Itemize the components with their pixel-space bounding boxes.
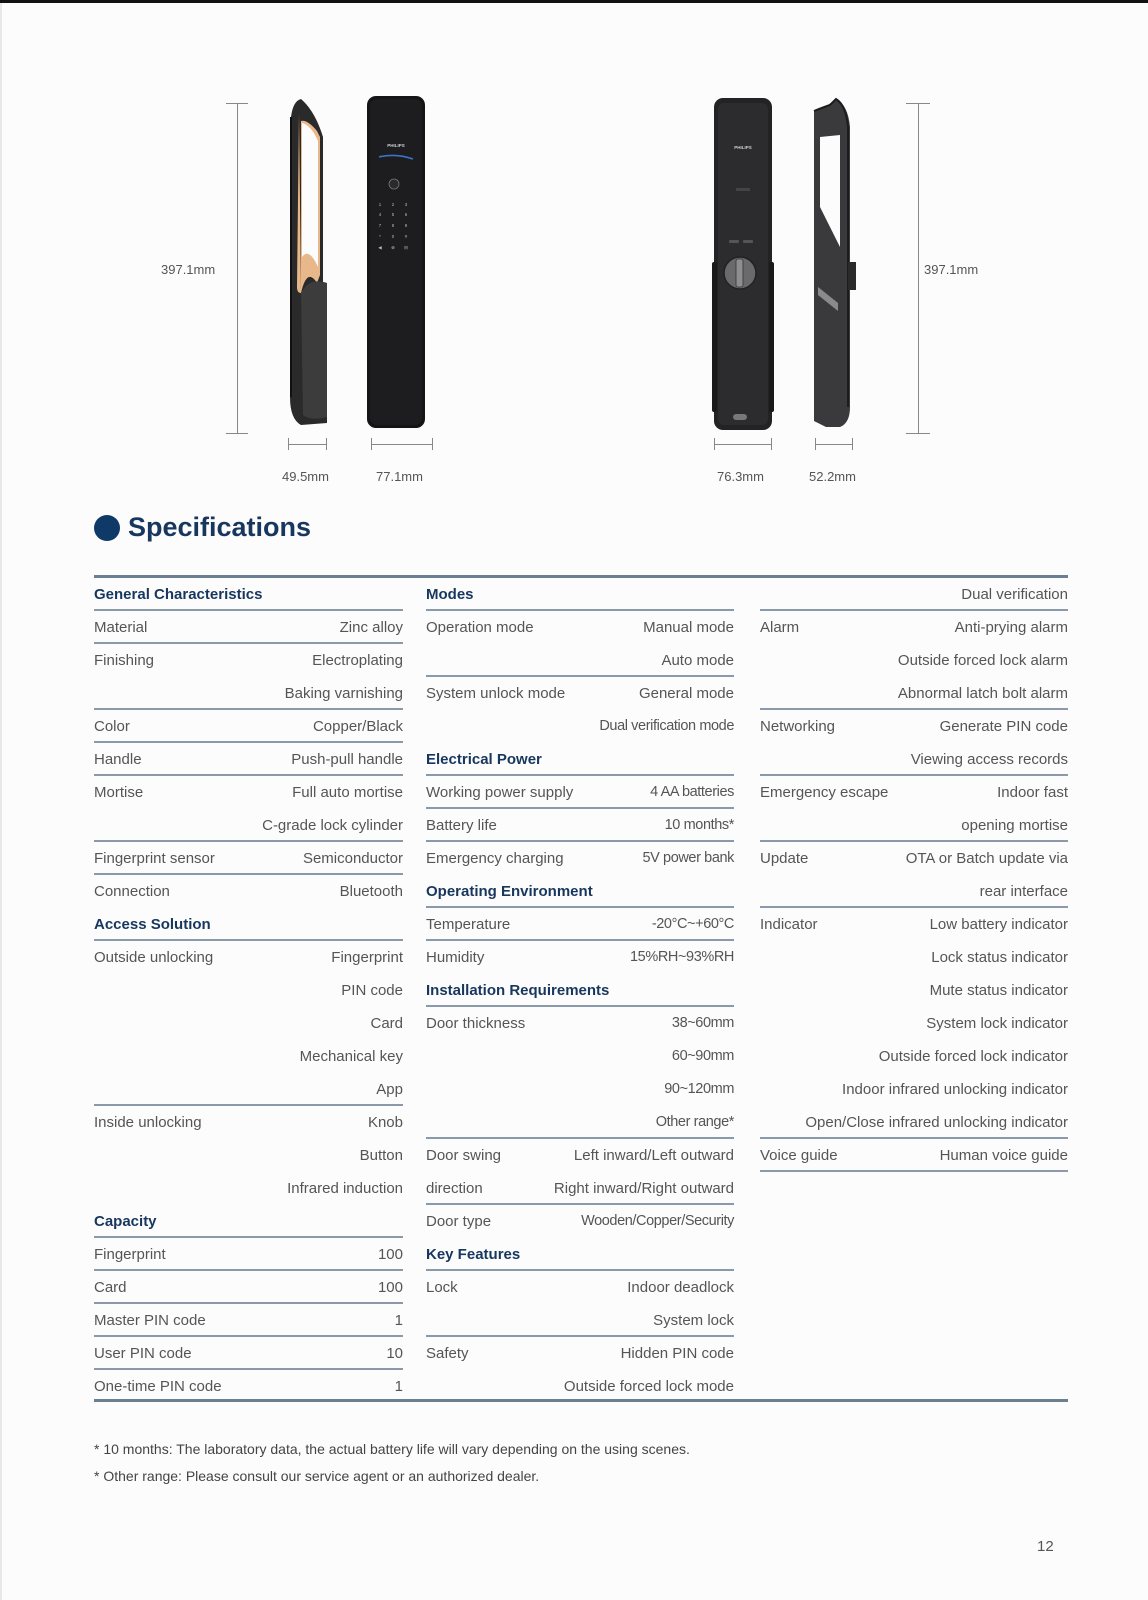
spec-label: Connection (94, 883, 170, 900)
spec-row (426, 710, 734, 743)
spec-value: Infrared induction (287, 1180, 403, 1197)
spec-row (94, 974, 403, 1007)
spec-label: Fingerprint sensor (94, 850, 215, 867)
section-header (426, 1238, 734, 1271)
spec-row (426, 1073, 734, 1106)
svg-text:9: 9 (404, 223, 408, 228)
table-bottom-rule (94, 1399, 1068, 1402)
spec-value: 15%RH~93%RH (630, 949, 734, 965)
svg-text:7: 7 (378, 223, 382, 228)
spec-value: Other range* (655, 1114, 734, 1130)
side-width-label-right: 52.2mm (809, 469, 856, 484)
spec-row (94, 1172, 403, 1205)
spec-label: Card (94, 1279, 127, 1296)
spec-label: Door swing (426, 1147, 502, 1164)
spec-row (94, 677, 403, 710)
spec-row (426, 776, 734, 809)
height-dimension-line-right (918, 103, 919, 434)
spec-row (760, 908, 1068, 941)
spec-label: Update (760, 850, 809, 867)
spec-row (426, 809, 734, 842)
spec-label: Indicator (760, 916, 818, 933)
spec-value: 10 months* (664, 817, 734, 833)
spec-value: Hidden PIN code (620, 1345, 734, 1362)
section-title: Installation Requirements (426, 982, 610, 999)
spec-value: Anti-prying alarm (954, 619, 1068, 636)
page-number: 12 (1037, 1538, 1054, 1555)
spec-value: Electroplating (312, 652, 403, 669)
footnote: * 10 months: The laboratory data, the actual battery life will vary depending on the using scenes. (94, 1441, 690, 1457)
spec-row (426, 677, 734, 710)
spec-value: Left inward/Left outward (573, 1147, 734, 1164)
svg-text:5: 5 (391, 212, 395, 217)
side-width-label-left: 49.5mm (282, 469, 329, 484)
spec-row (94, 644, 403, 677)
spec-label: Color (94, 718, 130, 735)
section-title: Key Features (426, 1246, 521, 1263)
brand-logo-back: PHILIPS (734, 145, 752, 150)
section-header (94, 1205, 403, 1238)
spec-value: Indoor infrared unlocking indicator (842, 1081, 1068, 1098)
spec-row (426, 1106, 734, 1139)
spec-value: General mode (638, 685, 734, 702)
spec-row (426, 842, 734, 875)
spec-label: Finishing (94, 652, 155, 669)
section-header (426, 875, 734, 908)
svg-text:◀: ◀ (378, 245, 382, 250)
spec-value: C-grade lock cylinder (262, 817, 403, 834)
section-header (426, 578, 734, 611)
spec-label: User PIN code (94, 1345, 192, 1362)
spec-row (426, 644, 734, 677)
svg-text:6: 6 (404, 212, 408, 217)
spec-value: Manual mode (643, 619, 734, 636)
height-dimension-cap (226, 433, 248, 434)
spec-value: Fingerprint (331, 949, 403, 966)
svg-text:2: 2 (391, 202, 395, 207)
spec-label: Inside unlocking (94, 1114, 202, 1131)
spec-value: Card (370, 1015, 403, 1032)
spec-row (94, 1238, 403, 1271)
height-label-right: 397.1mm (924, 262, 979, 277)
spec-label: One-time PIN code (94, 1378, 222, 1395)
bullet-dot-icon (94, 515, 120, 541)
spec-value: 10 (386, 1345, 403, 1362)
spec-value: Semiconductor (302, 850, 403, 867)
spec-row (426, 1139, 734, 1172)
spec-column-1 (94, 578, 403, 1403)
section-header (94, 908, 403, 941)
specifications-title: Specifications (128, 512, 312, 542)
spec-label: Alarm (760, 619, 800, 636)
section-header (94, 578, 403, 611)
spec-row (760, 710, 1068, 743)
spec-row (94, 743, 403, 776)
spec-row (426, 1205, 734, 1238)
spec-row (94, 776, 403, 809)
spec-row (760, 644, 1068, 677)
section-header (426, 743, 734, 776)
spec-value: 38~60mm (671, 1015, 734, 1031)
svg-text:*: * (379, 234, 381, 239)
spec-label: Working power supply (426, 784, 574, 801)
dimension-tick (852, 438, 853, 450)
spec-row (760, 776, 1068, 809)
brand-logo-front: PHILIPS (387, 143, 405, 148)
spec-value: 100 (377, 1246, 403, 1263)
spec-value: Button (359, 1147, 403, 1164)
left-edge (0, 3, 2, 1600)
spec-row (94, 611, 403, 644)
spec-label: Emergency escape (760, 784, 889, 801)
back-width-dimension-line (714, 444, 771, 445)
spec-value: 4 AA batteries (650, 784, 734, 800)
spec-label: Emergency charging (426, 850, 564, 867)
spec-value: 5V power bank (642, 850, 734, 866)
spec-label: direction (426, 1180, 483, 1197)
section-title: Modes (426, 586, 474, 603)
spec-label: Handle (94, 751, 142, 768)
spec-value: Auto mode (661, 652, 734, 669)
spec-row (94, 941, 403, 974)
spec-row (94, 1139, 403, 1172)
spec-value: Generate PIN code (939, 718, 1068, 735)
spec-value: Right inward/Right outward (553, 1180, 734, 1197)
spec-value: Viewing access records (910, 751, 1068, 768)
spec-row (760, 842, 1068, 875)
svg-text:1: 1 (378, 202, 382, 207)
spec-row (760, 1106, 1068, 1139)
dimension-tick (432, 438, 433, 450)
spec-label: Master PIN code (94, 1312, 206, 1329)
spec-value: 1 (394, 1378, 403, 1395)
spec-row (760, 809, 1068, 842)
spec-value: System lock (653, 1312, 734, 1329)
spec-row (94, 875, 403, 908)
section-title: General Characteristics (94, 586, 263, 603)
lock-front-view-illustration (365, 95, 429, 430)
spec-row (94, 1304, 403, 1337)
spec-row (426, 908, 734, 941)
spec-value: System lock indicator (926, 1015, 1068, 1032)
spec-value: PIN code (341, 982, 403, 999)
spec-row (94, 1271, 403, 1304)
spec-value: Outside forced lock alarm (897, 652, 1068, 669)
spec-label: Safety (426, 1345, 469, 1362)
spec-value: OTA or Batch update via (905, 850, 1068, 867)
spec-row (426, 1304, 734, 1337)
lock-back-view-illustration (712, 97, 776, 432)
spec-label: Door thickness (426, 1015, 526, 1032)
spec-value: rear interface (979, 883, 1068, 900)
spec-row (760, 677, 1068, 710)
height-label-left: 397.1mm (161, 262, 216, 277)
spec-row (760, 611, 1068, 644)
spec-label: Humidity (426, 949, 485, 966)
spec-row (94, 1337, 403, 1370)
spec-value: Copper/Black (312, 718, 403, 735)
spec-value: Push-pull handle (291, 751, 403, 768)
side-width-dimension-line (288, 444, 326, 445)
spec-row (426, 941, 734, 974)
front-width-label: 77.1mm (376, 469, 423, 484)
spec-row (426, 1040, 734, 1073)
section-title: Electrical Power (426, 751, 542, 768)
spec-row (94, 1073, 403, 1106)
spec-row (94, 1007, 403, 1040)
spec-row (760, 743, 1068, 776)
spec-value: Baking varnishing (284, 685, 403, 702)
specifications-heading (94, 512, 311, 543)
spec-value: Bluetooth (339, 883, 403, 900)
spec-row (426, 1271, 734, 1304)
spec-row (760, 974, 1068, 1007)
section-title: Capacity (94, 1213, 157, 1230)
height-dimension-cap (906, 103, 930, 104)
spec-row (94, 1040, 403, 1073)
spec-value: Abnormal latch bolt alarm (897, 685, 1068, 702)
svg-text:8: 8 (391, 223, 395, 228)
spec-row (94, 842, 403, 875)
spec-row (760, 578, 1068, 611)
svg-text:#: # (404, 234, 408, 239)
side-width-dimension-line (815, 444, 852, 445)
spec-value: Dual verification mode (599, 718, 734, 734)
spec-value: 1 (394, 1312, 403, 1329)
fingerprint-sensor-icon (389, 179, 399, 189)
spec-label: Temperature (426, 916, 511, 933)
svg-text:⊟: ⊟ (404, 245, 408, 250)
spec-value: Lock status indicator (931, 949, 1068, 966)
spec-value: Wooden/Copper/Security (581, 1213, 734, 1229)
spec-row (426, 1172, 734, 1205)
spec-value: Outside forced lock mode (563, 1378, 734, 1395)
back-width-label: 76.3mm (717, 469, 764, 484)
svg-text:4: 4 (378, 212, 382, 217)
svg-text:3: 3 (404, 202, 408, 207)
section-title: Access Solution (94, 916, 211, 933)
spec-row (760, 1139, 1068, 1172)
spec-value: Dual verification (961, 586, 1068, 603)
spec-label: Mortise (94, 784, 144, 801)
spec-value: Indoor fast (997, 784, 1068, 801)
spec-value: Mechanical key (299, 1048, 403, 1065)
spec-value: opening mortise (961, 817, 1068, 834)
spec-value: Low battery indicator (929, 916, 1068, 933)
spec-value: 100 (377, 1279, 403, 1296)
spec-label: Battery life (426, 817, 497, 834)
spec-value: -20°C~+60°C (651, 916, 734, 932)
spec-row (760, 875, 1068, 908)
svg-text:0: 0 (391, 234, 395, 239)
spec-value: Indoor deadlock (627, 1279, 734, 1296)
lock-side-view-front-illustration (287, 97, 332, 427)
section-header (426, 974, 734, 1007)
spec-value: Open/Close infrared unlocking indicator (805, 1114, 1068, 1131)
spec-row (760, 1073, 1068, 1106)
spec-value: Mute status indicator (929, 982, 1068, 999)
spec-row (760, 1040, 1068, 1073)
spec-row (760, 1007, 1068, 1040)
spec-column-3 (760, 578, 1068, 1172)
spec-label: Operation mode (426, 619, 534, 636)
spec-value: Human voice guide (939, 1147, 1068, 1164)
spec-value: 90~120mm (664, 1081, 734, 1097)
spec-row (426, 1337, 734, 1370)
spec-row (94, 809, 403, 842)
top-border (0, 0, 1148, 3)
height-dimension-cap (226, 103, 248, 104)
section-title: Operating Environment (426, 883, 593, 900)
spec-label: Networking (760, 718, 836, 735)
spec-row (426, 611, 734, 644)
spec-label: Lock (426, 1279, 458, 1296)
spec-value: Full auto mortise (292, 784, 403, 801)
height-dimension-line-left (237, 103, 238, 434)
lock-side-view-back-illustration (812, 97, 870, 429)
spec-column-2 (426, 578, 734, 1403)
spec-row (94, 710, 403, 743)
dimension-tick (771, 438, 772, 450)
spec-label: System unlock mode (426, 685, 566, 702)
spec-label: Outside unlocking (94, 949, 214, 966)
spec-label: Material (94, 619, 148, 636)
spec-row (760, 941, 1068, 974)
height-dimension-cap (906, 433, 930, 434)
footnote: * Other range: Please consult our service agent or an authorized dealer. (94, 1468, 540, 1484)
spec-value: App (376, 1081, 403, 1098)
footnotes (94, 1436, 690, 1490)
spec-row (94, 1106, 403, 1139)
spec-label: Fingerprint (94, 1246, 166, 1263)
spec-label: Voice guide (760, 1147, 838, 1164)
dimension-tick (326, 438, 327, 450)
spec-row (426, 1007, 734, 1040)
spec-value: Knob (367, 1114, 403, 1131)
front-width-dimension-line (371, 444, 432, 445)
spec-value: Outside forced lock indicator (878, 1048, 1068, 1065)
svg-text:⊕: ⊕ (391, 245, 395, 250)
spec-value: 60~90mm (671, 1048, 734, 1064)
spec-label: Door type (426, 1213, 492, 1230)
spec-value: Zinc alloy (339, 619, 403, 636)
